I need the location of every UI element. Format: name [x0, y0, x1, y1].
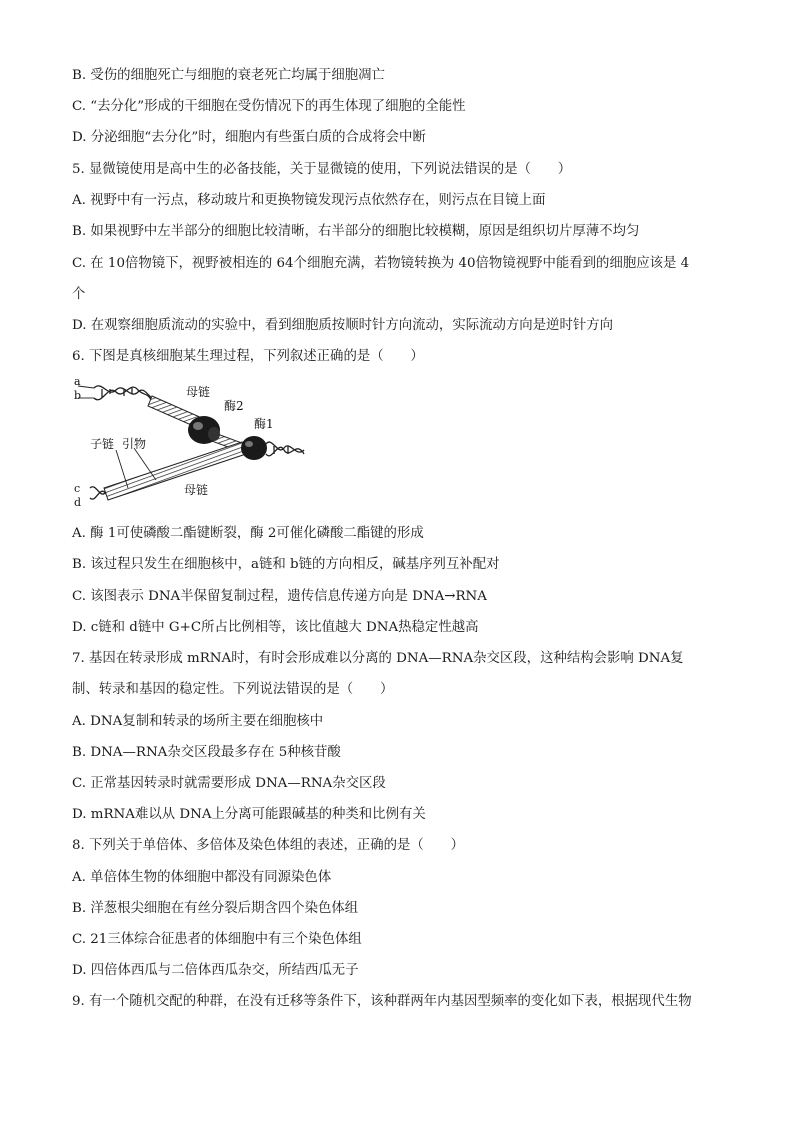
question-9-stem: 9. 有一个随机交配的种群，在没有迁移等条件下，该种群两年内基因型频率的变化如下表，根据现代生物: [72, 994, 692, 1009]
option-6d: D. c链和 d链中 G+C所占比例相等，该比值越大 DNA热稳定性越高: [72, 620, 479, 635]
question-6-stem: 6. 下图是真核细胞某生理过程，下列叙述正确的是（ ）: [72, 349, 424, 364]
label-primer: 引物: [122, 437, 147, 451]
option-4b: B. 受伤的细胞死亡与细胞的衰老死亡均属于细胞凋亡: [72, 68, 385, 83]
label-c: c: [74, 482, 81, 495]
option-4c: C. “去分化”形成的干细胞在受伤情况下的再生体现了细胞的全能性: [72, 99, 466, 114]
option-8a: A. 单倍体生物的体细胞中都没有同源染色体: [72, 870, 332, 885]
label-parent-bottom: 母链: [184, 483, 209, 497]
option-8c: C. 21三体综合征患者的体细胞中有三个染色体组: [72, 932, 362, 947]
option-4d: D. 分泌细胞“去分化”时，细胞内有些蛋白质的合成将会中断: [72, 130, 426, 145]
label-b: b: [74, 389, 82, 402]
option-7b: B. DNA—RNA杂交区段最多存在 5种核苷酸: [72, 745, 341, 760]
option-7d: D. mRNA难以从 DNA上分离可能跟碱基的种类和比例有关: [72, 807, 426, 822]
option-8b: B. 洋葱根尖细胞在有丝分裂后期含四个染色体组: [72, 901, 359, 916]
question-7-stem: 7. 基因在转录形成 mRNA时，有时会形成难以分离的 DNA—RNA杂交区段，这种结构会影响 DNA复: [72, 651, 684, 666]
option-7c: C. 正常基因转录时就需要形成 DNA—RNA杂交区段: [72, 776, 386, 791]
option-5c-cont: 个: [72, 287, 86, 302]
label-a: a: [74, 376, 81, 388]
label-parent-top: 母链: [186, 385, 211, 399]
option-6c: C. 该图表示 DNA半保留复制过程，遗传信息传递方向是 DNA→RNA: [72, 589, 487, 604]
option-6b: B. 该过程只发生在细胞核中，a链和 b链的方向相反，碱基序列互补配对: [72, 557, 500, 572]
question-8-stem: 8. 下列关于单倍体、多倍体及染色体组的表述，正确的是（ ）: [72, 838, 464, 853]
enzyme-1-shape: [241, 436, 267, 460]
label-enzyme2: 酶2: [224, 399, 244, 413]
option-8d: D. 四倍体西瓜与二倍体西瓜杂交，所结西瓜无子: [72, 963, 359, 978]
option-5c: C. 在 10倍物镜下，视野被相连的 64个细胞充满，若物镜转换为 40倍物镜视野中能看到的细胞应该是 4: [72, 256, 690, 271]
option-6a: A. 酶 1可使磷酸二酯键断裂，酶 2可催化磷酸二酯键的形成: [72, 526, 424, 541]
label-child: 子链: [90, 437, 115, 451]
question-5-stem: 5. 显微镜使用是高中生的必备技能，关于显微镜的使用，下列说法错误的是（ ）: [72, 162, 572, 177]
label-d: d: [74, 496, 82, 509]
helix-right: [266, 442, 304, 456]
helix-top-left: [94, 386, 152, 402]
option-7a: A. DNA复制和转录的场所主要在细胞核中: [72, 714, 324, 729]
label-enzyme1: 酶1: [254, 417, 274, 431]
helix-bottom-left: [90, 487, 106, 499]
dna-replication-diagram: [74, 376, 314, 512]
option-5b: B. 如果视野中左半部分的细胞比较清晰，右半部分的细胞比较模糊，原因是组织切片厚薄不均匀: [72, 224, 640, 239]
question-7-stem-cont: 制、转录和基因的稳定性。下列说法错误的是（ ）: [72, 682, 394, 697]
enzyme-2-shape: [188, 416, 220, 444]
option-5a: A. 视野中有一污点，移动玻片和更换物镜发现污点依然存在，则污点在目镜上面: [72, 193, 546, 208]
option-5d: D. 在观察细胞质流动的实验中，看到细胞质按顺时针方向流动，实际流动方向是逆时针方向: [72, 318, 614, 333]
